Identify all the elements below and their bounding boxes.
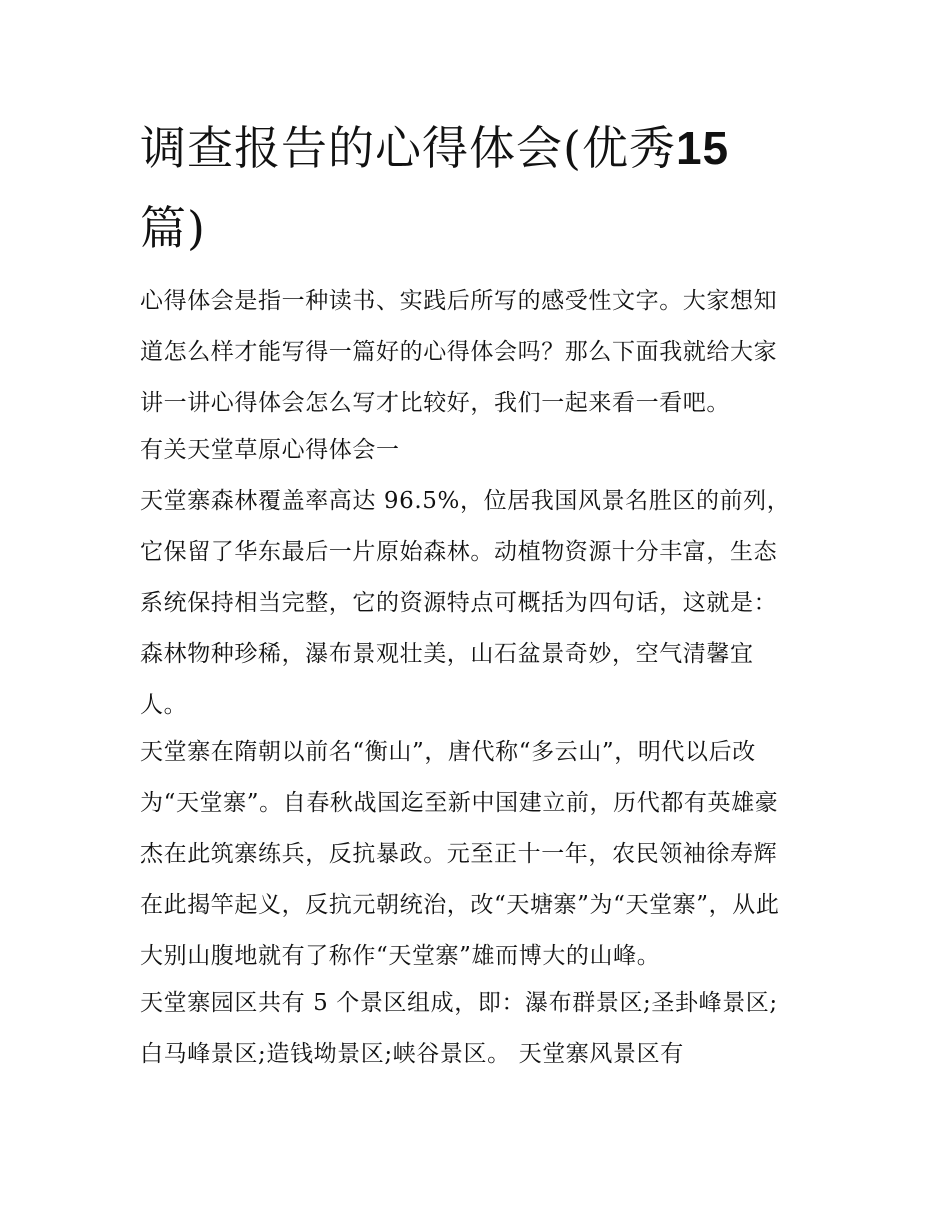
section-heading: 有关天堂草原心得体会一	[140, 437, 400, 463]
paragraph-line: 天堂寨在隋朝以前名“衡山”，唐代称“多云山”，明代以后改	[140, 739, 756, 765]
paragraph-line: 心得体会是指一种读书、实践后所写的感受性文字。大家想知	[140, 288, 778, 314]
paragraph-line: 它保留了华东最后一片原始森林。动植物资源十分丰富，生态	[140, 539, 778, 565]
title-number: 15	[675, 122, 730, 174]
paragraph-line: 道怎么样才能写得一篇好的心得体会吗？那么下面我就给大家	[140, 339, 778, 365]
paragraph-line: 在此揭竿起义，反抗元朝统治，改“天塘寨”为“天堂寨”，从此	[140, 892, 780, 918]
paragraph-line: 大别山腹地就有了称作“天堂寨”雄而博大的山峰。	[140, 943, 661, 969]
paragraph-line: 天堂寨园区共有 5 个景区组成，即：瀑布群景区;圣卦峰景区;	[140, 990, 778, 1016]
title-text: 调查报告的心得体会(优秀	[140, 121, 676, 175]
paragraph-line: 为“天堂寨”。自春秋战国迄至新中国建立前，历代都有英雄豪	[140, 790, 779, 816]
body-text	[140, 279, 812, 1083]
paragraph-line: 森林物种珍稀，瀑布景观壮美，山石盆景奇妙，空气清馨宜	[140, 641, 754, 667]
title-text-continued: 篇)	[140, 201, 206, 255]
paragraph-line: 天堂寨森林覆盖率高达 96.5%，位居我国风景名胜区的前列，	[140, 488, 791, 514]
paragraph-line: 白马峰景区;造钱坳景区;峡谷景区。 天堂寨风景区有	[140, 1041, 684, 1067]
paragraph-line: 人。	[140, 692, 188, 718]
paragraph-line: 杰在此筑寨练兵，反抗暴政。元至正十一年，农民领袖徐寿辉	[140, 841, 778, 867]
paragraph-line: 系统保持相当完整，它的资源特点可概括为四句话，这就是：	[140, 590, 778, 616]
page-title	[140, 108, 820, 268]
paragraph-line: 讲一讲心得体会怎么写才比较好，我们一起来看一看吧。	[140, 390, 730, 416]
